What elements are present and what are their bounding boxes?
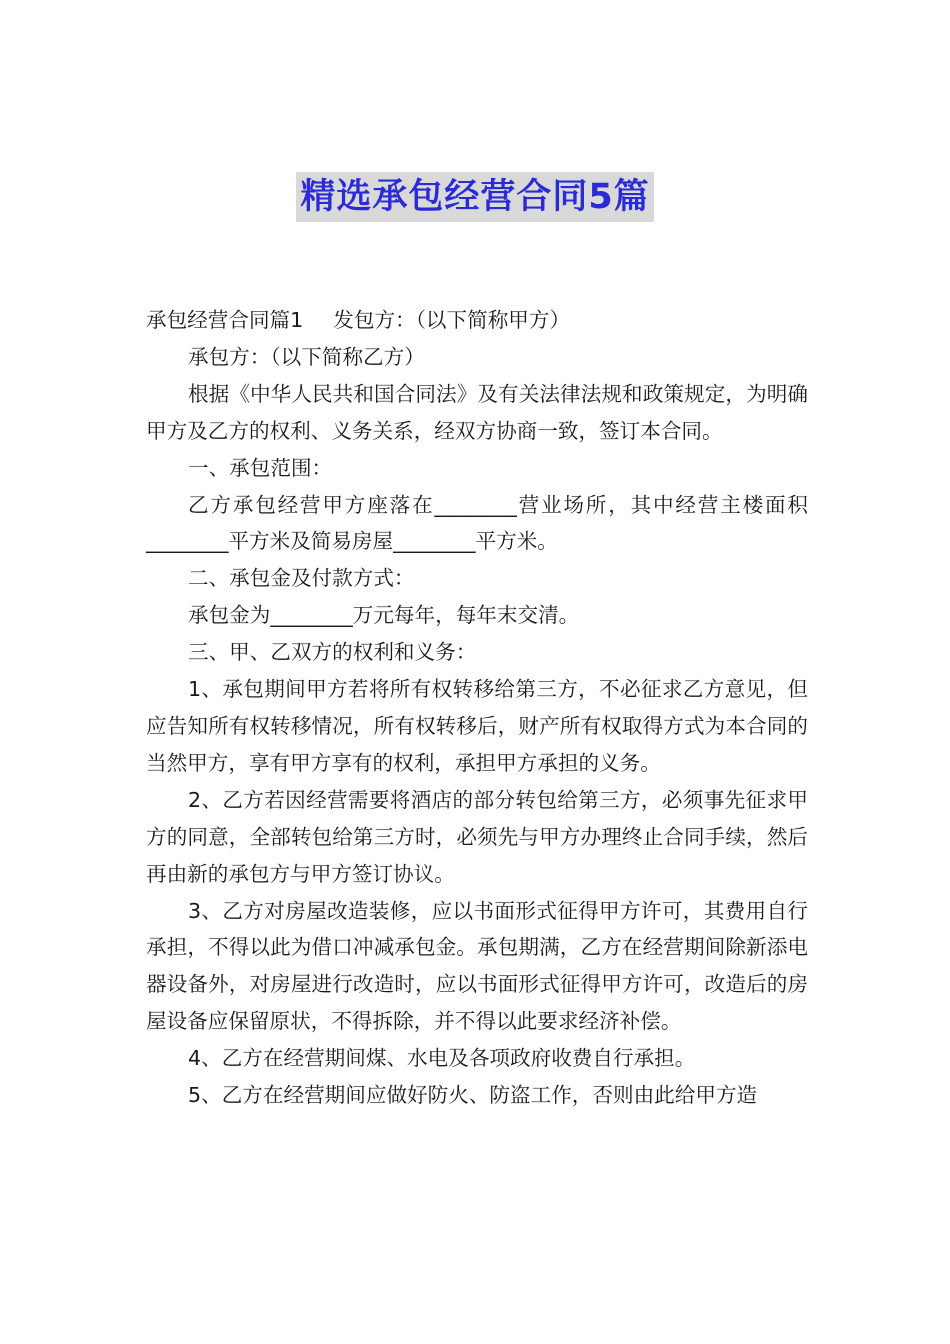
first-line <box>146 302 808 339</box>
paragraph: 2、乙方若因经营需要将酒店的部分转包给第三方，必须事先征求甲方的同意，全部转包给第三方时，必须先与甲方办理终止合同手续，然后再由新的承包方与甲方签订协议。 <box>146 787 808 886</box>
paragraph: 乙方承包经营甲方座落在________营业场所，其中经营主楼面积________平方米及简易房屋________平方米。 <box>146 492 808 554</box>
paragraph: 4、乙方在经营期间煤、水电及各项政府收费自行承担。 <box>188 1046 696 1071</box>
paragraph: 3、乙方对房屋改造装修，应以书面形式征得甲方许可，其费用自行承担，不得以此为借口冲减承包金。承包期满，乙方在经营期间除新添电器设备外，对房屋进行改造时，应以书面形式征得甲方许可，改造后的房屋设备应保留原状，不得拆除，并不得以此要求经济补偿。 <box>146 898 808 1034</box>
paragraph: 根据《中华人民共和国合同法》及有关法律法规和政策规定，为明确甲方及乙方的权利、义务关系，经双方协商一致，签订本合同。 <box>146 381 808 443</box>
paragraph: 三、甲、乙双方的权利和义务： <box>188 640 477 665</box>
paragraph: 二、承包金及付款方式： <box>188 566 415 591</box>
document-title: 精选承包经营合同5篇 <box>296 172 653 222</box>
issuer-line: 发包方：（以下简称甲方） <box>333 308 571 332</box>
paragraph: 一、承包范围： <box>188 455 333 480</box>
paragraph: 承包方：（以下简称乙方） <box>188 344 425 369</box>
paragraph: 5、乙方在经营期间应做好防火、防盗工作，否则由此给甲方造 <box>188 1083 758 1108</box>
contract-section-heading: 承包经营合同篇1 <box>146 308 304 332</box>
title-container <box>0 172 950 222</box>
paragraph: 1、承包期间甲方若将所有权转移给第三方，不必征求乙方意见，但应告知所有权转移情况，所有权转移后，财产所有权取得方式为本合同的当然甲方，享有甲方享有的权利，承担甲方承担的义务。 <box>146 677 808 775</box>
document-body <box>146 302 808 1114</box>
paragraph: 承包金为________万元每年，每年末交清。 <box>188 603 580 628</box>
